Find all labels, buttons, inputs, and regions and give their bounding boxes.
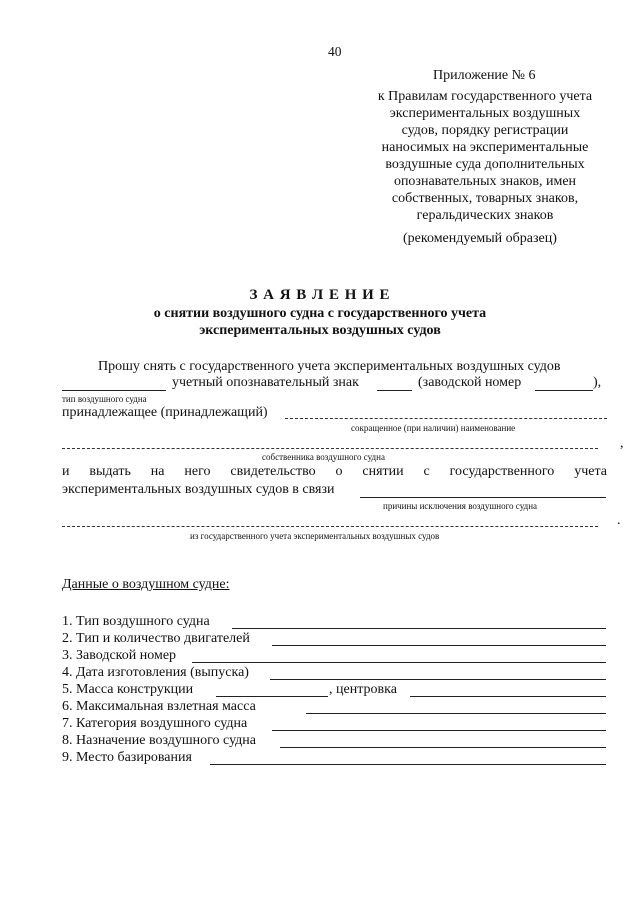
appendix-text bbox=[360, 88, 610, 224]
field-max-takeoff-mass-blank bbox=[306, 713, 606, 714]
aircraft-type-blank bbox=[62, 390, 166, 391]
field-aircraft-type-label: 1. Тип воздушного судна bbox=[62, 614, 210, 629]
caption-reasons: причины исключения воздушного судна bbox=[383, 501, 538, 511]
field-engines-label: 2. Тип и количество двигателей bbox=[62, 631, 250, 646]
page-number: 40 bbox=[328, 44, 342, 59]
body-line-2-end: ), bbox=[593, 375, 602, 390]
field-engines-blank bbox=[272, 645, 606, 646]
appendix-line: опознавательных знаков, имен bbox=[393, 174, 577, 189]
body-line-5 bbox=[62, 464, 607, 480]
appendix-line: экспериментальных воздушных bbox=[389, 106, 581, 121]
appendix-line: воздушные суда дополнительных bbox=[385, 157, 585, 172]
field-base-location-blank bbox=[210, 764, 606, 765]
body-line-6: экспериментальных воздушных судов в связи bbox=[62, 482, 335, 497]
serial-number-blank bbox=[535, 390, 593, 391]
word: него bbox=[184, 464, 211, 479]
field-purpose-blank bbox=[280, 747, 606, 748]
body-line-7-end: . bbox=[617, 513, 621, 528]
word: на bbox=[150, 464, 165, 479]
reasons-blank bbox=[360, 497, 606, 498]
recommended-sample-note: (рекомендуемый образец) bbox=[403, 231, 557, 246]
field-category-blank bbox=[272, 730, 606, 731]
caption-aircraft-type: тип воздушного судна bbox=[62, 394, 147, 404]
field-category-label: 7. Категория воздушного судна bbox=[62, 716, 248, 731]
body-line-2-serial: (заводской номер bbox=[418, 375, 522, 390]
field-base-location-label: 9. Место базирования bbox=[62, 750, 192, 765]
document-title: З А Я В Л Е Н И Е bbox=[249, 287, 391, 303]
field-structure-mass-label: 5. Масса конструкции bbox=[62, 682, 194, 697]
word: выдать bbox=[89, 464, 131, 479]
exclusion-blank bbox=[62, 526, 598, 527]
caption-owner: собственника воздушного судна bbox=[262, 452, 385, 462]
field-serial-blank bbox=[192, 662, 606, 663]
word: учета bbox=[574, 464, 607, 479]
field-max-takeoff-mass-label: 6. Максимальная взлетная масса bbox=[62, 699, 256, 714]
caption-short-name: сокращенное (при наличии) наименование bbox=[351, 423, 516, 433]
field-manufacture-date-label: 4. Дата изготовления (выпуска) bbox=[62, 665, 249, 680]
document-subtitle-1: о снятии воздушного судна с государственного учета bbox=[153, 306, 487, 321]
identification-mark-blank bbox=[377, 390, 412, 391]
appendix-line: геральдических знаков bbox=[416, 208, 554, 223]
field-purpose-label: 8. Назначение воздушного судна bbox=[62, 733, 257, 748]
field-centering-blank bbox=[410, 696, 606, 697]
word: снятии bbox=[362, 464, 404, 479]
appendix-title: Приложение № 6 bbox=[433, 68, 536, 83]
body-line-3: принадлежащее (принадлежащий) bbox=[62, 405, 268, 420]
body-line-4-end: , bbox=[620, 436, 624, 451]
appendix-line: собственных, товарных знаков, bbox=[391, 191, 579, 206]
body-line-2-sign: учетный опознавательный знак bbox=[172, 375, 359, 390]
appendix-line: к Правилам государственного учета bbox=[377, 89, 593, 104]
field-manufacture-date-blank bbox=[270, 679, 606, 680]
owner-blank bbox=[62, 448, 598, 449]
aircraft-data-heading: Данные о воздушном судне: bbox=[62, 577, 230, 592]
document-subtitle-2: экспериментальных воздушных судов bbox=[199, 323, 441, 338]
caption-from-registry: из государственного учета экспериментальных воздушных судов bbox=[190, 531, 440, 541]
word: и bbox=[62, 464, 70, 479]
word: о bbox=[335, 464, 343, 479]
appendix-line: судов, порядку регистрации bbox=[401, 123, 569, 138]
word: с bbox=[423, 464, 430, 479]
word: государственного bbox=[449, 464, 555, 479]
short-name-blank bbox=[285, 418, 607, 419]
field-serial-label: 3. Заводской номер bbox=[62, 648, 177, 663]
field-centering-label: , центровка bbox=[329, 682, 397, 697]
field-aircraft-type-blank bbox=[232, 628, 606, 629]
field-structure-mass-blank bbox=[216, 696, 328, 697]
body-line-1: Прошу снять с государственного учета экспериментальных воздушных судов bbox=[98, 359, 561, 374]
appendix-line: наносимых на экспериментальные bbox=[381, 140, 589, 155]
word: свидетельство bbox=[230, 464, 316, 479]
